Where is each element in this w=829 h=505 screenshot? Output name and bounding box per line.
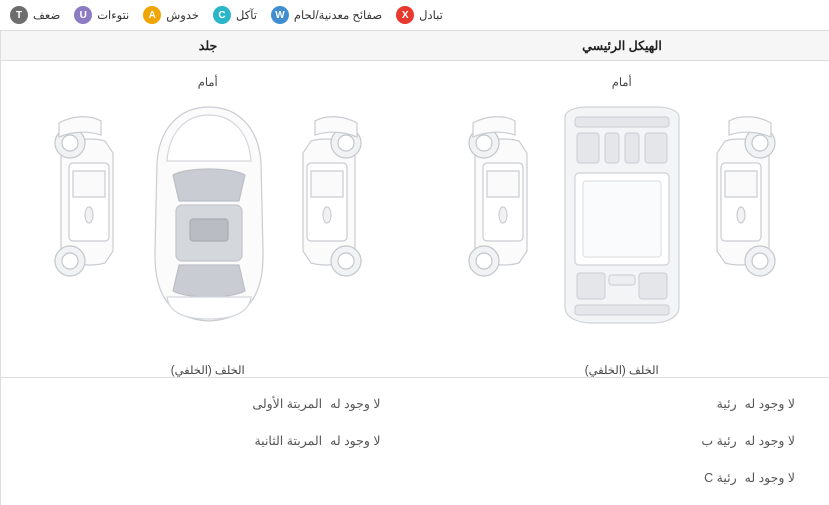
note-label: المربتة الثانية <box>254 434 323 448</box>
table-header-row <box>0 31 829 61</box>
legend-item-dents[interactable] <box>74 6 129 24</box>
note-item <box>449 396 796 411</box>
main-frame-svg <box>457 101 787 351</box>
table-notes-row <box>0 378 829 505</box>
legend-item-weakness[interactable] <box>10 6 60 24</box>
header-main-frame: الهيكل الرئيسي <box>582 39 662 53</box>
w-badge-icon: W <box>271 6 289 24</box>
legend-item-exchange[interactable] <box>396 6 443 24</box>
legend-label-corrosion: تآكل <box>236 10 257 22</box>
note-label: رئية <box>716 397 737 411</box>
car-main-frame-diagram[interactable] <box>415 91 829 361</box>
legend-label-exchange: تبادل <box>419 10 443 22</box>
table-diagram-row <box>0 61 829 378</box>
note-label: رئية C <box>704 471 737 485</box>
note-label: رئية ب <box>701 434 737 448</box>
note-label: المربتة الأولى <box>252 397 323 411</box>
note-value: لا وجود له <box>744 434 795 448</box>
note-item <box>449 433 796 448</box>
x-badge-icon: X <box>396 6 414 24</box>
panel-skin <box>0 61 415 377</box>
legend-label-dents: نتوءات <box>97 10 130 22</box>
header-skin: جلد <box>0 31 415 60</box>
panel-main-frame <box>415 61 829 377</box>
caption-front-main-frame: أمام <box>611 77 632 89</box>
legend-label-sheetmetal-weld: صفائح معدنية/لحام <box>293 10 383 22</box>
note-value: لا وجود له <box>744 471 795 485</box>
caption-front-skin: أمام <box>197 77 218 89</box>
note-value: لا وجود له <box>330 434 381 448</box>
t-badge-icon: T <box>10 6 28 24</box>
caption-rear-skin: الخلف (الخلفي) <box>170 365 245 377</box>
damage-legend <box>0 0 829 30</box>
legend-label-weakness: ضعف <box>33 10 61 22</box>
c-badge-icon: C <box>213 6 231 24</box>
legend-item-scratches[interactable] <box>143 6 199 24</box>
note-item <box>35 433 381 448</box>
inspection-table <box>0 30 829 505</box>
note-item <box>35 396 381 411</box>
legend-label-scratches: خدوش <box>166 10 200 22</box>
a-badge-icon: A <box>143 6 161 24</box>
note-value: لا وجود له <box>744 397 795 411</box>
skin-svg <box>43 101 373 351</box>
notes-main-frame <box>415 378 829 505</box>
notes-skin <box>0 378 415 505</box>
caption-rear-main-frame: الخلف (الخلفي) <box>584 365 659 377</box>
legend-item-corrosion[interactable] <box>213 6 257 24</box>
u-badge-icon: U <box>74 6 92 24</box>
legend-item-sheetmetal-weld[interactable] <box>271 6 382 24</box>
car-body-skin-diagram[interactable] <box>1 91 415 361</box>
note-value: لا وجود له <box>330 397 381 411</box>
note-item <box>449 470 796 485</box>
